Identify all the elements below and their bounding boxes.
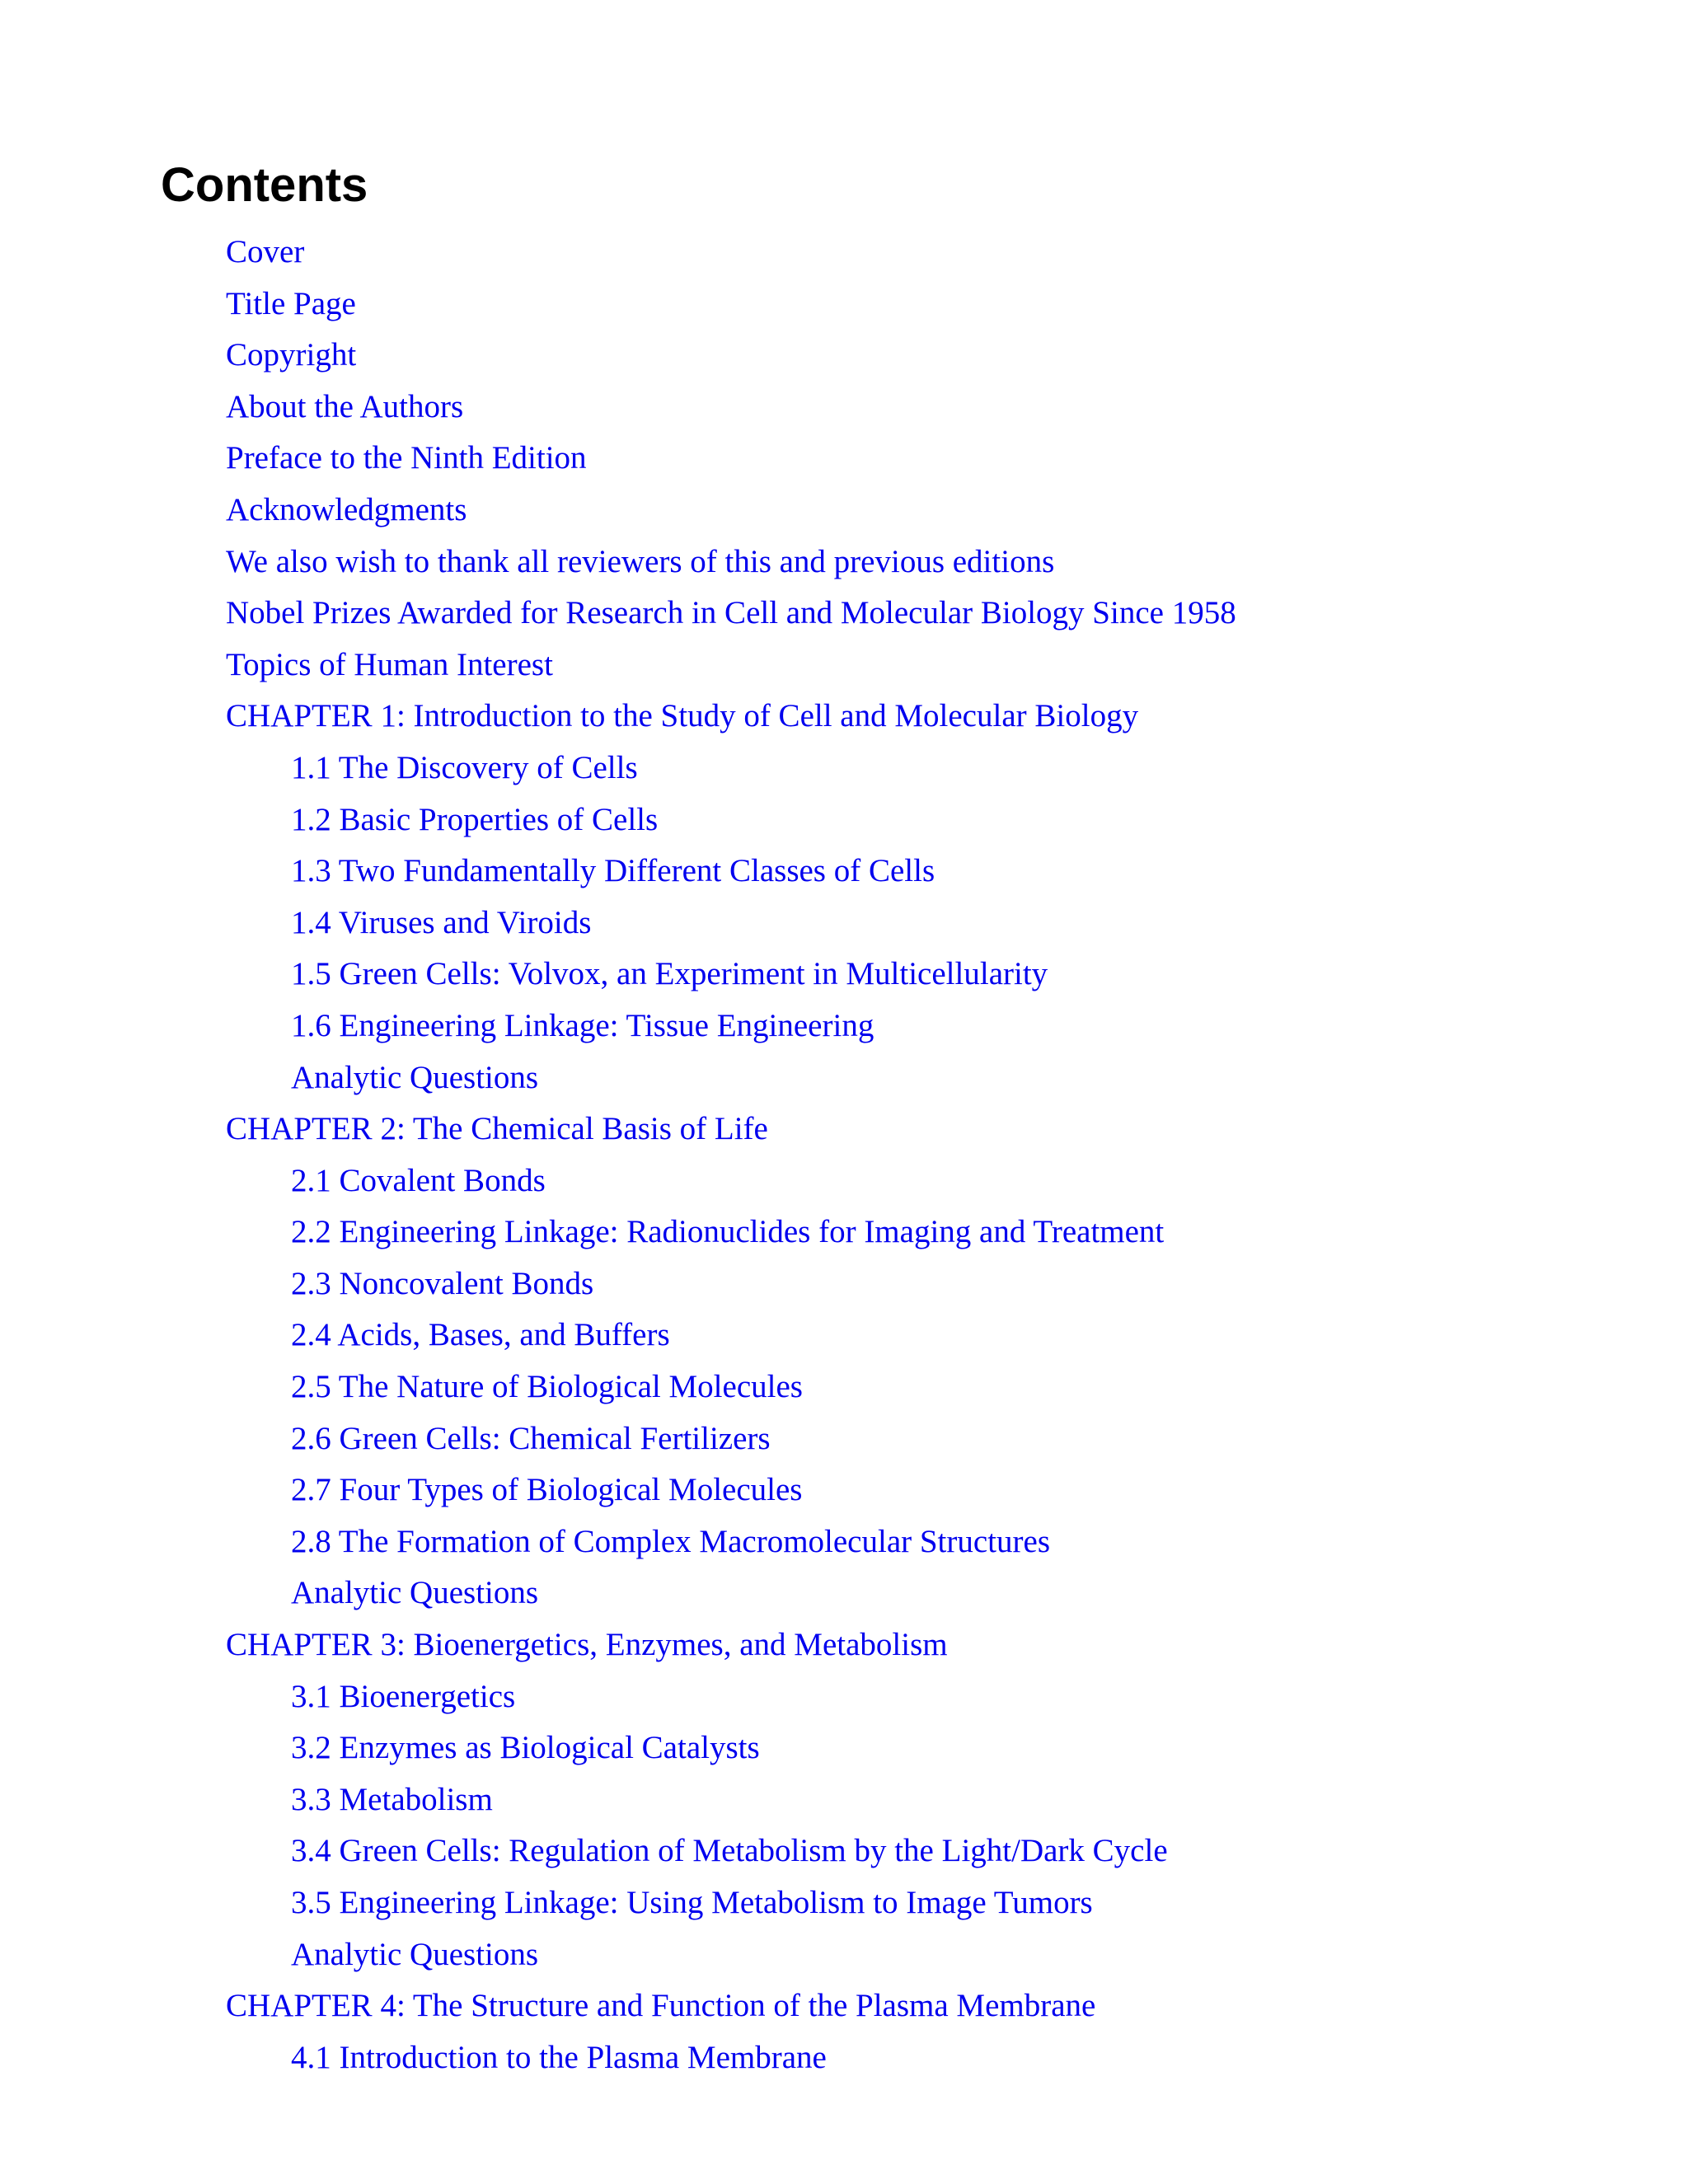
toc-link[interactable]: 4.1 Introduction to the Plasma Membrane	[291, 2039, 827, 2075]
toc-link[interactable]: 1.5 Green Cells: Volvox, an Experiment in Multicellularity	[291, 956, 1048, 992]
toc-entry	[0, 485, 1688, 537]
toc-link[interactable]: 2.3 Noncovalent Bonds	[291, 1265, 594, 1301]
toc-subentry	[0, 1877, 1688, 1929]
toc-subentry	[0, 794, 1688, 846]
toc-link[interactable]: 1.6 Engineering Linkage: Tissue Engineering	[291, 1007, 874, 1043]
toc-subentry	[0, 1310, 1688, 1361]
toc-entry	[0, 433, 1688, 485]
toc-link[interactable]: 2.6 Green Cells: Chemical Fertilizers	[291, 1420, 771, 1456]
toc-link[interactable]: Analytic Questions	[291, 1936, 539, 1972]
toc-entry	[0, 1980, 1688, 2032]
toc-subentry	[0, 1052, 1688, 1104]
toc-link[interactable]: Cover	[226, 234, 305, 269]
toc-link[interactable]: 1.3 Two Fundamentally Different Classes of Cells	[291, 853, 935, 889]
table-of-contents	[0, 227, 1688, 2083]
toc-subentry	[0, 1361, 1688, 1413]
toc-link[interactable]: 2.5 The Nature of Biological Molecules	[291, 1369, 803, 1405]
contents-heading: Contents	[161, 158, 368, 212]
toc-subentry	[0, 1413, 1688, 1465]
toc-link[interactable]: 1.1 The Discovery of Cells	[291, 749, 638, 785]
toc-link[interactable]: Analytic Questions	[291, 1059, 539, 1095]
toc-entry	[0, 279, 1688, 330]
toc-subentry	[0, 1825, 1688, 1877]
toc-entry	[0, 1619, 1688, 1671]
toc-link[interactable]: We also wish to thank all reviewers of this and previous editions	[226, 543, 1055, 579]
toc-entry	[0, 691, 1688, 743]
toc-link[interactable]: 2.8 The Formation of Complex Macromolecular Structures	[291, 1523, 1050, 1559]
toc-link[interactable]: 3.1 Bioenergetics	[291, 1678, 516, 1714]
toc-subentry	[0, 846, 1688, 898]
toc-link[interactable]: CHAPTER 2: The Chemical Basis of Life	[226, 1111, 768, 1147]
toc-link[interactable]: 3.5 Engineering Linkage: Using Metabolism to Image Tumors	[291, 1885, 1093, 1920]
toc-link[interactable]: Preface to the Ninth Edition	[226, 440, 587, 476]
toc-entry	[0, 640, 1688, 691]
toc-link[interactable]: Acknowledgments	[226, 491, 467, 527]
toc-entry	[0, 588, 1688, 640]
toc-subentry	[0, 1465, 1688, 1516]
toc-subentry	[0, 743, 1688, 794]
toc-link[interactable]: 2.2 Engineering Linkage: Radionuclides for Imaging and Treatment	[291, 1214, 1165, 1250]
toc-link[interactable]: Nobel Prizes Awarded for Research in Cell and Molecular Biology Since 1958	[226, 595, 1236, 631]
toc-subentry	[0, 1568, 1688, 1619]
toc-subentry	[0, 949, 1688, 1001]
toc-subentry	[0, 1671, 1688, 1723]
toc-subentry	[0, 1516, 1688, 1568]
toc-link[interactable]: 2.4 Acids, Bases, and Buffers	[291, 1317, 670, 1353]
toc-subentry	[0, 1774, 1688, 1826]
toc-link[interactable]: 2.1 Covalent Bonds	[291, 1162, 546, 1198]
toc-subentry	[0, 1722, 1688, 1774]
toc-subentry	[0, 1001, 1688, 1052]
toc-entry	[0, 537, 1688, 588]
toc-link[interactable]: Copyright	[226, 337, 357, 373]
toc-link[interactable]: 3.4 Green Cells: Regulation of Metabolism by the Light/Dark Cycle	[291, 1833, 1168, 1869]
toc-link[interactable]: Title Page	[226, 285, 356, 321]
toc-link[interactable]: About the Authors	[226, 388, 464, 424]
toc-link[interactable]: CHAPTER 4: The Structure and Function of the Plasma Membrane	[226, 1988, 1096, 2024]
toc-link[interactable]: 1.4 Viruses and Viroids	[291, 904, 592, 940]
toc-subentry	[0, 898, 1688, 949]
toc-subentry	[0, 1207, 1688, 1258]
toc-link[interactable]: Topics of Human Interest	[226, 646, 553, 682]
toc-entry	[0, 1104, 1688, 1155]
toc-subentry	[0, 2032, 1688, 2084]
toc-link[interactable]: 3.3 Metabolism	[291, 1781, 493, 1817]
toc-entry	[0, 382, 1688, 434]
toc-link[interactable]: CHAPTER 1: Introduction to the Study of Cell and Molecular Biology	[226, 698, 1139, 734]
toc-link[interactable]: 2.7 Four Types of Biological Molecules	[291, 1472, 803, 1508]
toc-link[interactable]: 3.2 Enzymes as Biological Catalysts	[291, 1730, 760, 1766]
toc-entry	[0, 227, 1688, 279]
toc-entry	[0, 330, 1688, 382]
toc-subentry	[0, 1258, 1688, 1310]
toc-subentry	[0, 1929, 1688, 1981]
toc-link[interactable]: Analytic Questions	[291, 1575, 539, 1611]
toc-subentry	[0, 1155, 1688, 1207]
toc-link[interactable]: 1.2 Basic Properties of Cells	[291, 801, 659, 837]
toc-link[interactable]: CHAPTER 3: Bioenergetics, Enzymes, and Metabolism	[226, 1627, 948, 1663]
